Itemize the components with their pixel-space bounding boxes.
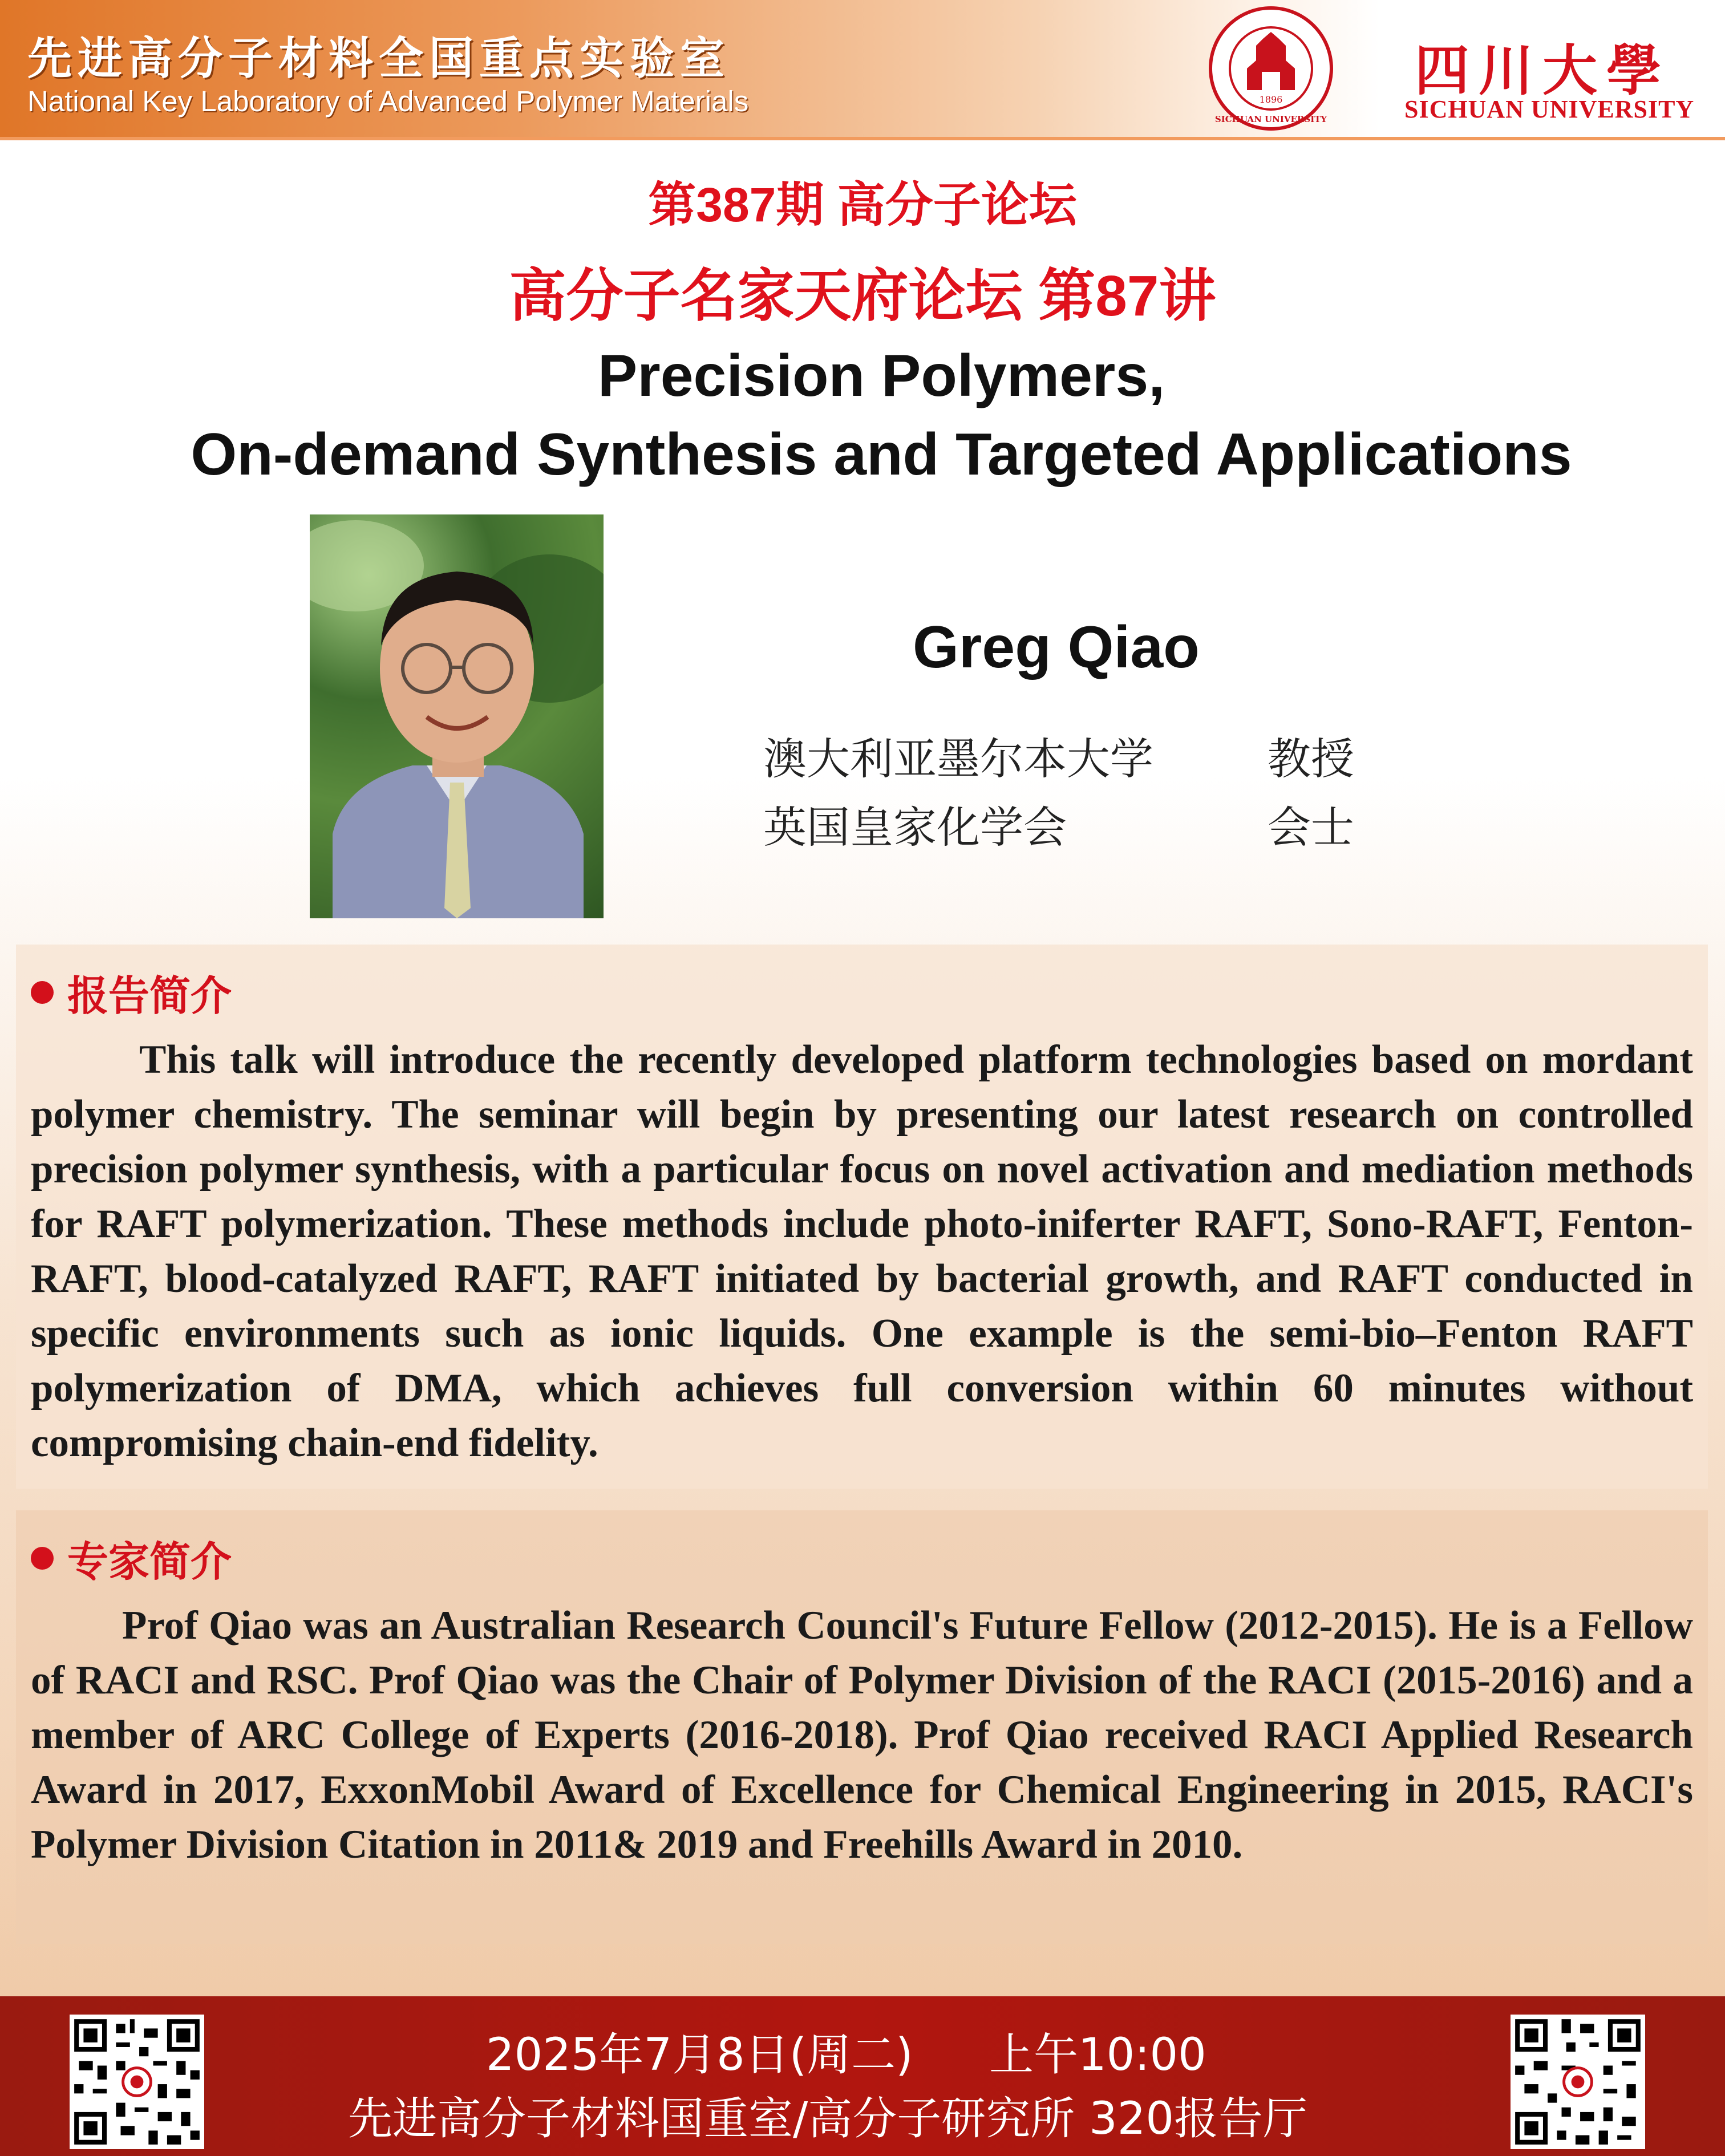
lecture-series: 高分子名家天府论坛 第87讲 xyxy=(509,264,1216,328)
forum-issue: 第387期 高分子论坛 xyxy=(648,178,1077,232)
speaker-role-1: 教授 xyxy=(1268,733,1354,784)
header-banner xyxy=(0,0,1725,140)
speaker-affiliation-1: 澳大利亚墨尔本大学 xyxy=(763,733,1153,784)
speaker-role-2: 会士 xyxy=(1268,802,1354,853)
speaker-name: Greg Qiao xyxy=(913,614,1200,680)
university-seal-logo xyxy=(1207,5,1335,132)
bio-heading: 专家简介 xyxy=(67,1538,232,1586)
speaker-affiliation-2: 英国皇家化学会 xyxy=(763,802,1067,853)
lab-name-chinese: 先进高分子材料全国重点实验室 xyxy=(27,33,731,84)
footer-banner xyxy=(0,1996,1725,2156)
speaker-photo xyxy=(310,514,604,918)
qr-code-icon xyxy=(70,2015,204,2149)
talk-title-line1: Precision Polymers, xyxy=(597,343,1165,409)
bio-heading-row xyxy=(31,1530,1693,1587)
svg-text:1896: 1896 xyxy=(1259,94,1283,105)
abstract-heading: 报告简介 xyxy=(67,972,232,1020)
bio-text: Prof Qiao was an Australian Research Council's Future Fellow (2012-2015). He is a Fellow of RACI and RSC. Prof Qiao was the Chair of Polymer Division of the RACI (2015-2016) and a member of ARC College of Experts (2016-2018). Prof Qiao received RACI Applied Research Award in 2017, ExxonMobil Award of Excellence for Chemical Engineering in 2015, RACI's Polymer Division Citation in 2011& 2019 and Freehills Award in 2010. xyxy=(31,1603,1693,1867)
abstract-section xyxy=(16,945,1708,1489)
svg-text:SICHUAN UNIVERSITY: SICHUAN UNIVERSITY xyxy=(1214,114,1327,124)
lab-name-english: National Key Laboratory of Advanced Polymer Materials xyxy=(27,85,749,117)
bullet-dot-icon xyxy=(31,981,54,1004)
bullet-dot-icon xyxy=(31,1547,54,1570)
university-name-english: SICHUAN UNIVERSITY xyxy=(1404,95,1695,123)
event-venue: 先进高分子材料国重室/高分子研究所 320报告厅 xyxy=(348,2093,1307,2145)
event-date: 2025年7月8日(周二) xyxy=(486,2029,913,2081)
university-name-chinese: 四川大學 xyxy=(1415,38,1670,103)
bio-section xyxy=(16,1510,1708,1944)
talk-title-line2: On-demand Synthesis and Targeted Applications xyxy=(191,422,1572,488)
event-time: 上午10:00 xyxy=(989,2029,1206,2081)
qr-code-icon xyxy=(1511,2015,1645,2149)
abstract-heading-row xyxy=(31,964,1693,1021)
abstract-text: This talk will introduce the recently developed platform technologies based on mordant polymer chemistry. The seminar will begin by presenting our latest research on controlled precision polymer synthesis, with a particular focus on novel activation and mediation methods for RAFT polymerization. These methods include photo-iniferter RAFT, Sono-RAFT, Fenton-RAFT, blood-catalyzed RAFT, RAFT initiated by bacterial growth, and RAFT conducted in specific environments such as ionic liquids. One example is the semi-bio–Fenton RAFT polymerization of DMA, which achieves full conversion within 60 minutes without compromising chain-end fidelity. xyxy=(31,1038,1693,1465)
